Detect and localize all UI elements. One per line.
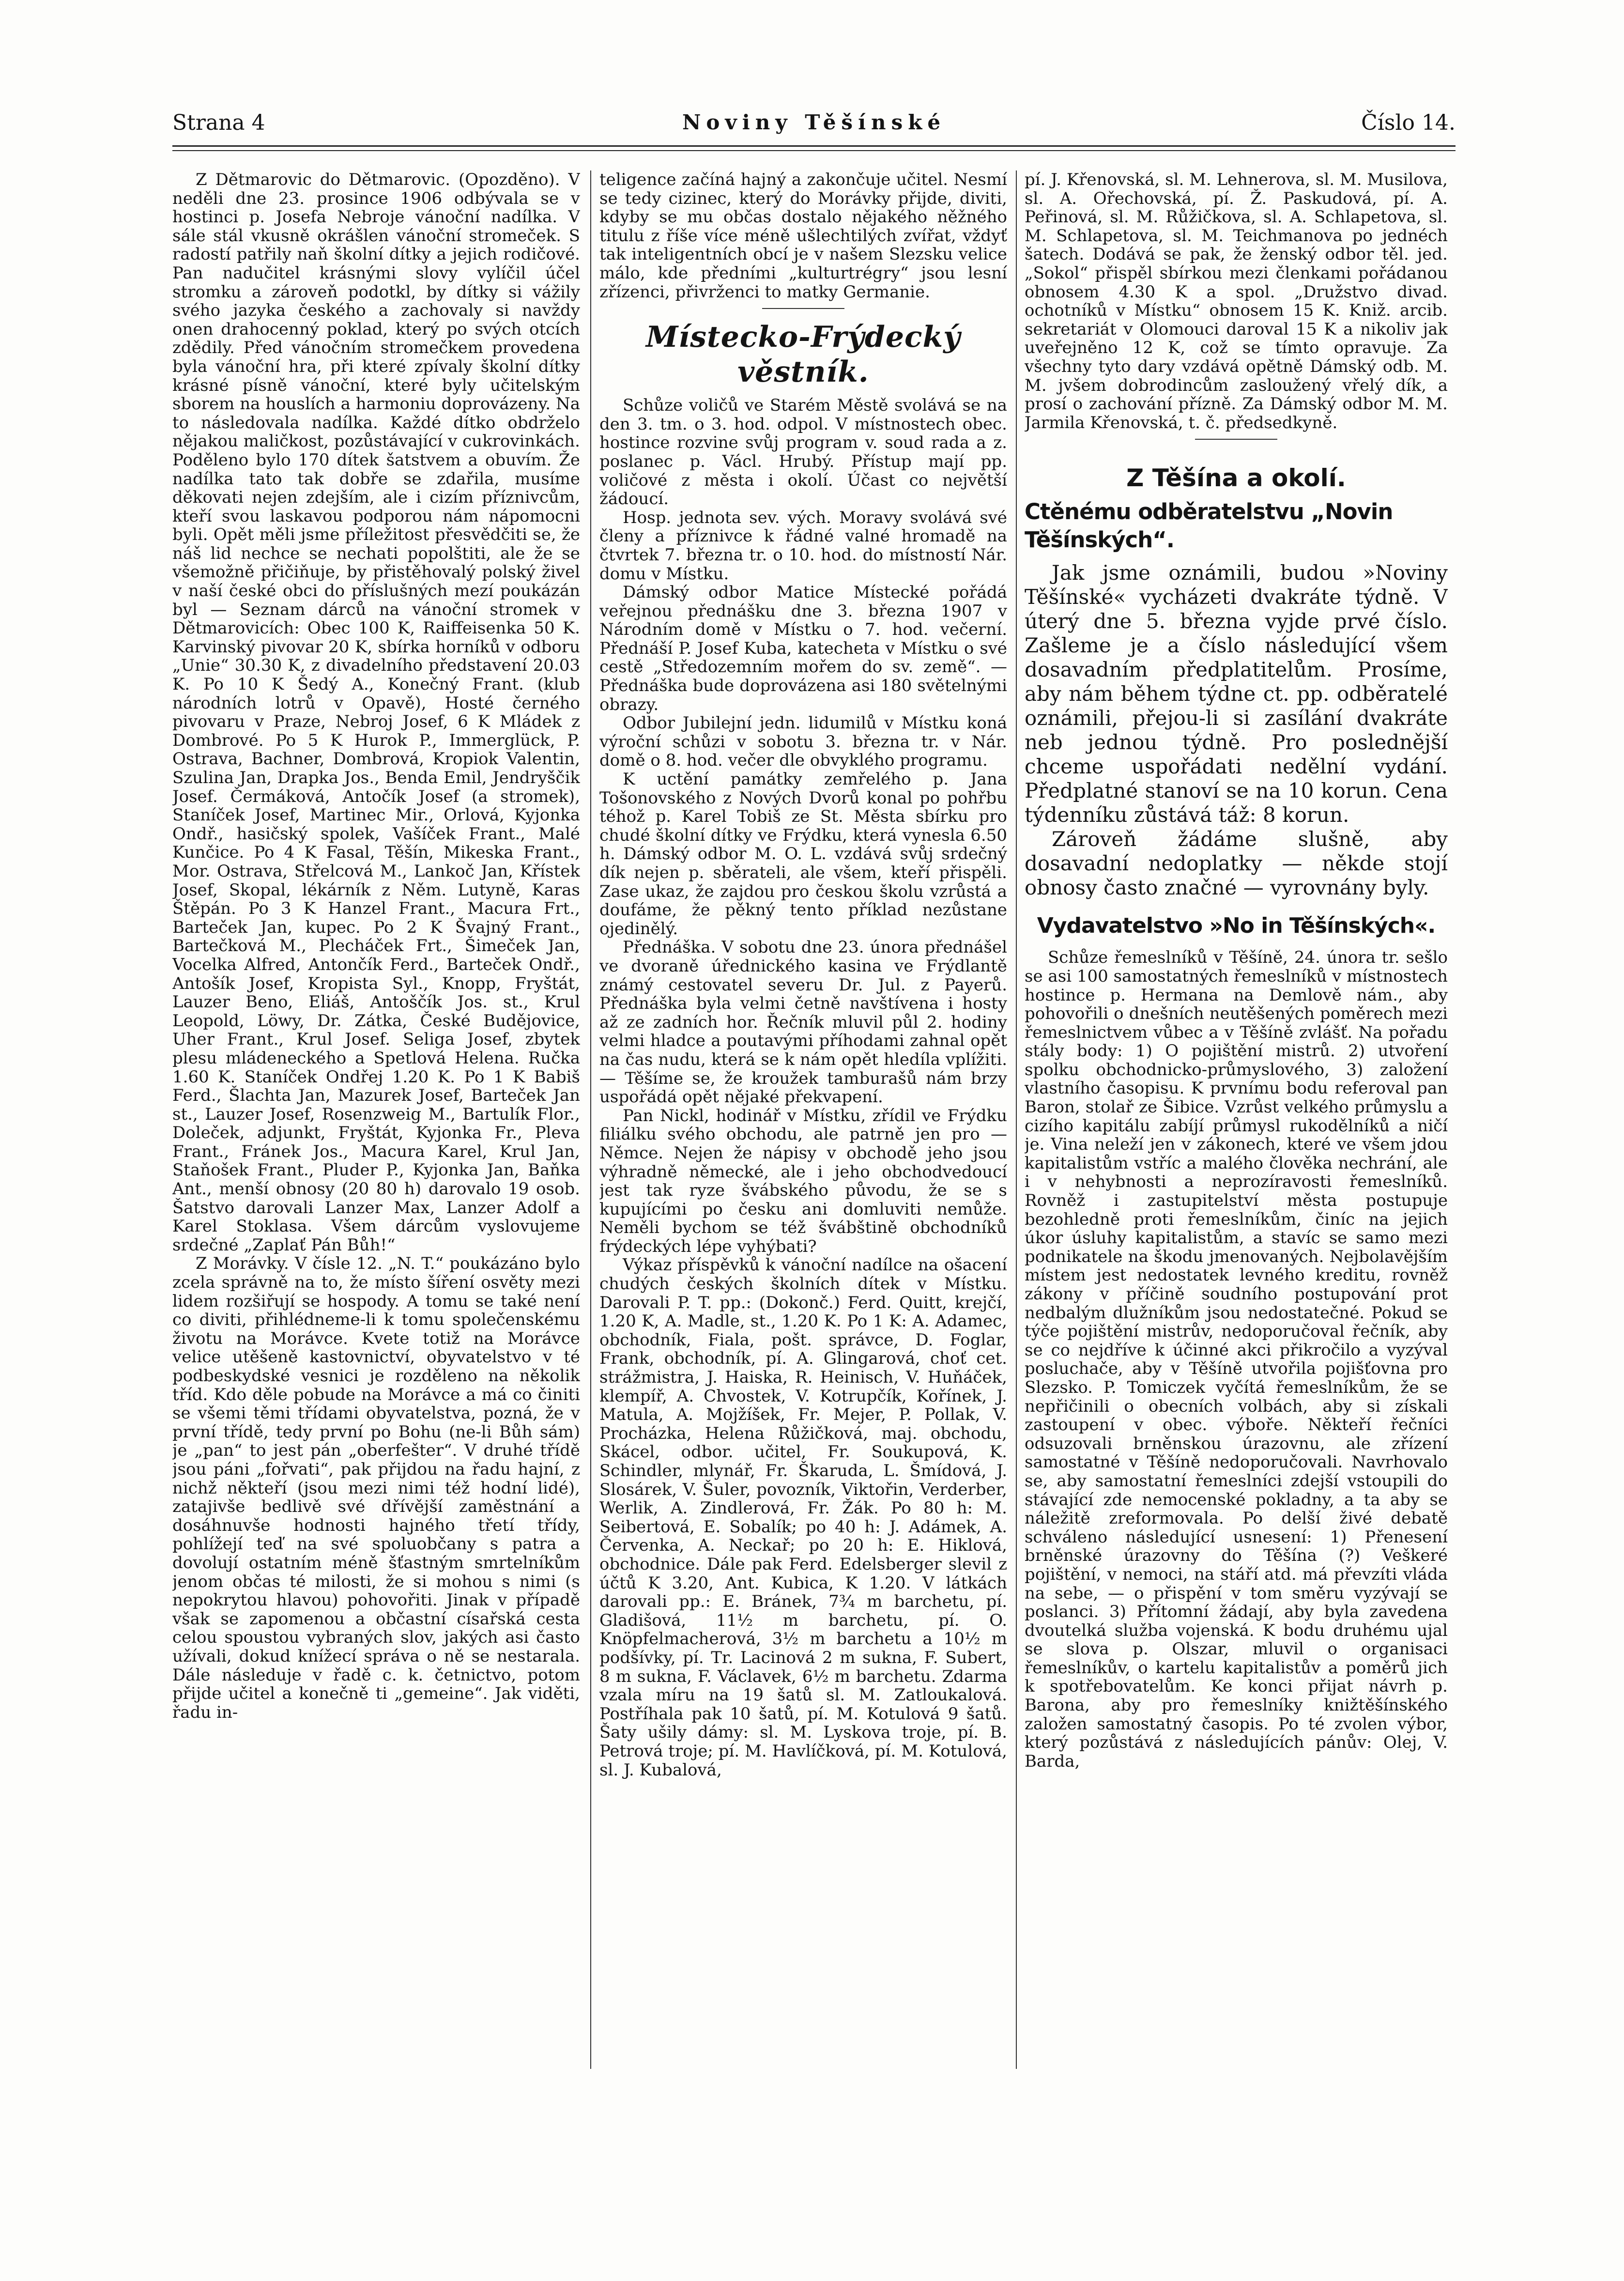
donations-continued: pí. J. Křenovská, sl. M. Lehnerova, sl. M. Musilova, sl. A. Ořechovská, pí. Ž. Paskudová, pí. A. Peřinová, sl. M. Růžičkova, sl. A. Schlapetova, sl. M. Schlapetova, sl. M. Teichmanova po jednéch šatech. Dodává se pak, že ženský odbor těl. jed. „Sokol“ přispěl sbírkou mezi členkami pořádanou obnosem 4.30 K a spol. „Družstvo divad. ochotníků v Místku“ obnosem 15 K. Kniž. arcib. sekretariát v Olomouci daroval 15 K a nikoliv jak uveřejněno 12 K, což se tímto opravuje. Za všechny tyto dary vzdává opětně Dámský odb. M. M. jvšem dobrodincům zasloužený vřelý dík, a prosí o zachování přízně. Za Dámský odbor M. M. Jarmila Křenovská, t. č. předsedkyně. (1025, 170, 1448, 432)
column-1 (172, 170, 580, 2137)
column-3 (1025, 170, 1448, 2137)
article-detmarovice: Z Dětmarovic do Dětmarovic. (Opozděno). V neděli dne 23. prosince 1906 odbývala se v hostinci p. Josefa Nebroje vánoční nadílka. V sále stál vkusně okrášlen vánoční stromeček. S radostí patřily naň školní dítky a jejich rodičové. Pan nadučitel krásnými slovy vylíčil účel stromku a zároveň podotkl, by dítky si vážily svého jazyka českého a zachovaly si navždy onen drahocenný poklad, který po svých otcích zdědily. Před vánočním stromečkem provedena byla vánoční hra, při které zpívaly školní dítky krásné písně vánoční, které byly učitelským sborem na houslích a harmoniu doprovázeny. Na to následovala nadílka. Každé dítko obdrželo nějakou maličkost, pozůstávající v cukrovinkách. Poděleno bylo 170 dítek šatstvem a obuvím. Že nadílka tato tak dobře se zdařila, musíme děkovati nejen zdejším, ale i cizím příznivcům, kteří svou laskavou podporou nám nápomocni byli. Opět měli jsme příležitost přesvědčiti se, že náš lid nechce se nechati popolštiti, ale že se všemožně přičiňuje, by přistěhovalý polský živel v naší české obci do příslušných mezí poukázán byl — Seznam dárců na vánoční stromek v Dětmarovicích: Obec 100 K, Raiffeisenka 50 K. Karvinský pivovar 20 K, sbírka horníků v odboru „Unie“ 30.30 K, z divadelního představení 20.03 K. Po 10 K Šedý A., Konečný Frant. (klub národních lotrů v Opavě), Hosté černého pivovaru v Praze, Nebroj Josef, 6 K Mládek z Dombrové. Po 5 K Hurok P., Immerglück, P. Ostrava, Bachner, Dombrová, Kropiok Valentin, Szulina Jan, Drapka Jos., Benda Emil, Jendryščik Josef. Čermáková, Antočík Josef (a stromek), Staníček Josef, Martinec Mir., Orlová, Kyjonka Ondř., hasičský spolek, Vašíček Frant., Malé Kunčice. Po 4 K Fasal, Těšín, Mikeska Frant., Mor. Ostrava, Střelcová M., Lankoč Jan, Křístek Josef, Skopal, lékárník z Něm. Lutyně, Karas Štěpán. Po 3 K Hanzel Frant., Macura Frt., Barteček Jan, kupec. Po 2 K Švajný Frant., Bartečková M., Plecháček Frt., Šimeček Jan, Vocelka Alfred, Antončík Ferd., Barteček Ondř., Antošík Josef, Kropista Syl., Knopp, Fryštát, Lauzer Beno, Eliáš, Antoščík Jos. st., Krul Leopold, Löwy, Dr. Zátka, České Budějovice, Uher Frant., Krul Josef. Seliga Josef, zbytek plesu mládeneckého a Spetlová Helena. Ručka 1.60 K. Staníček Ondřej 1.20 K. Po 1 K Babiš Ferd., Šlachta Jan, Mazurek Josef, Barteček Jan st., Lauzer Josef, Rosenzweig M., Bartulík Flor., Doleček, adjunkt, Fryštát, Kyjonka Fr., Pleva Frant., Fránek Jos., Macura Karel, Krul Jan, Staňošek Frant., Pluder P., Kyjonka Jan, Baňka Ant., menší obnosy (20 80 h) darovalo 19 osob. Šatstvo darovali Lanzer Max, Lanzer Adolf a Karel Stoklasa. Všem dárcům vyslovujeme srdečné „Zaplať Pán Bůh!“ (172, 170, 580, 1255)
article-craftsmen-meeting: Schůze řemeslníků v Těšíně, 24. února tr. sešlo se asi 100 samostatných řemeslníků v místnostech hostince p. Hermana na Demlově nám., aby pohovořili o dnešních neutěšených poměrech mezi řemeslnictvem vůbec a v Těšíně zvlášť. Na pořadu stály body: 1) O pojištění mistrů. 2) utvoření spolku obchodnicko-průmyslového, 3) založení vlastního časopisu. K prvnímu bodu referoval pan Baron, stolař ze Šibice. Vzrůst velkého průmyslu a cizího kapitálu zabíjí průmysl rukodělníků a ničí je. Vina neleží jen v zákonech, které ve všem jdou kapitalistům vstříc a malého člověka nechrání, ale i v nehybnosti a neprozíravosti řemeslníků. Rovněž i zastupitelství města postupuje bezohledně proti řemeslníkům, činíc na jejich úkor úsluhy kapitalistům, a stavíc se samo mezi podnikatele na škodu jmenovaných. Nejbolavějším místem jest nedostatek levného kreditu, rovněž zákony v příčině soudního postupování prot nedbalým dlužníkům jsou nedostatečné. Pokud se týče pojištění mistrův, nedoporučoval řečník, aby se co nejdříve k účinné akci přikročilo a vyzýval posluchače, aby v Těšíně utvořila pojišťovna pro Slezsko. P. Tomiczek vyčítá řemeslníkům, že se nepřičinili o obecních volbách, aby si získali zastoupení v obec. výboře. Někteří řečníci odsuzovali brněnskou úrazovnu, ale zřízení samostatné v Těšíně nedoporučovali. Navrhovalo se, aby samostatní řemeslníci zdejší vstoupili do stávající zde nemocenské pokladny, a ta aby se náležitě zreformovala. Po delší živé debatě schváleno následující usnesení: 1) Přenesení brněnské úrazovny do Těšína (?) Veškeré pojištění, v nemoci, na stáří atd. má převzíti vláda na sebe, — o přispění v tom směru vyzývají se poslanci. 3) Přítomní žádají, aby byla zavedena dvoutelká služba vojenská. K bodu druhému ujal se slova p. Olszar, mluvil o organisaci řemeslníkův, o kartelu kapitalistův a poměrů jich k spotřebovatelům. Ke konci přijat návrh p. Barona, aby pro řemeslníky knižtěšínského založen samostatný časopis. Po té zvolen výbor, který pozůstává z následujících pánův: Olej, V. Barda, (1025, 948, 1448, 1771)
notice-heading-subscribers: Ctěnému odběratelstvu „Novin Těšínských“. (1025, 499, 1393, 553)
news-item-memorial: K uctění památky zemřelého p. Jana Tošonovského z Nových Dvorů konal po pohřbu téhož p. Karel Tobiš ze St. Města sbírku pro chudé školní dítky ve Frýdku, která vynesla 6.50 h. Dámský odbor M. O. L. vzdává svůj srdečný dík nejen p. sběrateli, ale všem, kteří přispěli. Zase ukaz, že zajdou pro českou školu vzrůstá a doufáme, že pěkný tento příklad nezůstane ojedinělý. (599, 770, 1007, 939)
masthead (172, 110, 1455, 140)
subscriber-notice (1025, 561, 1448, 900)
separator-line (762, 308, 844, 309)
notice-paragraph-1: Jak jsme oznámili, budou »Noviny Těšínské« vycházeti dvakráte týdně. V úterý dne 5. března vyjde prvé číslo. Zašleme je a číslo následující všem dosavadním předplatitelům. Prosíme, aby nám během týdne ct. pp. odběratelé oznámili, přejou-li si zasílání dvakráte neb jednou týdně. Pro poslednější chceme uspořádati nedělní vydání. Předplatné stanoví se na 10 korun. Cena týdenníku zůstává táž: 8 korun. (1025, 561, 1448, 827)
news-item-jubilee-union: Odbor Jubilejní jedn. lidumilů v Místku koná výroční schůzi v sobotu 3. března tr. v Nár. domě o 8. hod. večer dle obvyklého programu. (599, 713, 1007, 771)
section-heading-mistecko: Místecko-Frýdecký věstník. (645, 320, 961, 389)
news-item-ladies-lecture: Dámský odbor Matice Místecké pořádá veřejnou přednášku dne 3. března 1907 v Národním domě v Místku o 7. hod. večerní. Přednáší P. Josef Kuba, katecheta v Místku o své cestě „Středozemním mořem do sv. země“. — Přednáška bude doprovázena asi 180 světelnými obrazy. (599, 583, 1007, 714)
column-divider-1 (590, 170, 591, 2069)
notice-paragraph-2: Zároveň žádáme slušně, aby dosavadní nedoplatky — někde stojí obnosy často značné — vyrovnány byly. (1025, 827, 1448, 900)
masthead-rule-top (172, 145, 1455, 147)
section-heading-tesin: Z Těšína a okolí. (1126, 464, 1346, 493)
column-divider-2 (1016, 170, 1017, 2069)
publisher-signature: Vydavatelstvo »No in Těšínských«. (1037, 913, 1436, 939)
newspaper-title: Noviny Těšínské (682, 110, 946, 134)
news-item-economic-union: Hosp. jednota sev. vých. Moravy svolává své členy a příznivce k řádné valné hromadě na čtvrtek 7. března tr. o 10. hod. do místností Nár. domu v Místku. (599, 508, 1007, 584)
news-item-lecture: Přednáška. V sobotu dne 23. února přednášel ve dvoraně úřednického kasina ve Frýdlantě známý cestovatel severu Dr. Jul. z Payerů. Přednáška byla velmi četně navštívena i hosty až ze zadních hor. Řečník mluvil půl 2. hodiny velmi hladce a poutavými příhodami zahnal opět na čas nudu, která se k nám opět hledíla vplížiti. — Těšíme se, že kroužek tamburašů nám brzy uspořádá opět nějaké překvapení. (599, 938, 1007, 1107)
masthead-rule-bottom (172, 150, 1455, 151)
news-item-voters-meeting: Schůze voličů ve Starém Městě svolává se na den 3. tm. o 3. hod. odpol. V místnostech obec. hostince rozvine svůj program v. soud rada a z. poslanec p. Václ. Hrubý. Přístup mají pp. voličové z města i okolí. Účast co největší žádoucí. (599, 396, 1007, 509)
article-moravka: Z Morávky. V čísle 12. „N. T.“ poukázáno bylo zcela správně na to, že místo šíření osvěty mezi lidem rozšiřují se hospody. A tomu se také není co diviti, přihlédneme-li k tomu společenskému životu na Morávce. Kvete totiž na Morávce velice utěšeně kastovnictví, obyvatelstvo v té podbeskydské vesnici je rozděleno na několik tříd. Kdo děle pobude na Morávce a má co činiti se všemi těmi třídami obyvatelstva, pozná, že v první třídě, tedy první po Bohu (ne-li Bůh sám) je „pan“ to jest pán „oberfešter“. V druhé třídě jsou páni „fořvati“, pak přijdou na řadu hajní, z nichž někteří (jsou mezi nimi též hodní lidé), zatajivše bedlivě své dřívější zaměstnání a dosáhnuvše hodnosti hajného třetí třídy, pohlížejí teď na své spoluobčany s patra a dovolují ostatním méně šťastným smrtelníkům jenom občas té milosti, že si mohou s nimi (s nepokrytou hlavou) pohovořiti. Jinak v případě však se zapomenou a občastní císařská cesta celou spoustou vybraných slov, jakých asi často užívali, dokud knížecí správa o ně se nestarala. Dále následuje v řadě c. k. četnictvo, potom přijde učitel a konečně ti „gemeine“. Jak viděti, řadu in- (172, 1254, 580, 1722)
page-number: Strana 4 (172, 110, 265, 135)
article-moravka-continued: teligence začíná hajný a zakončuje učitel. Nesmí se tedy cizinec, který do Morávky přijde, diviti, kdyby se mu občas dostalo nějakého něžného titulu z říše více méně ušlechtilých zvířat, vždyť tak inteligentních obcí je v našem Slezsku velice málo, kde předními „kulturtrégry“ jsou lesní zřízenci, přivrženci to matky Germanie. (599, 170, 1007, 302)
separator-line (1195, 439, 1277, 440)
news-item-donations: Výkaz příspěvků k vánoční nadílce na ošacení chudých českých školních dítek v Místku. Darovali P. T. pp.: (Dokonč.) Ferd. Quitt, krejčí, 1.20 K, A. Madle, st., 1.20 K. Po 1 K: A. Adamec, obchodník, Fiala, pošt. správce, D. Foglar, Frank, obchodník, pí. A. Glingarová, choť cet. strážmistra, J. Haiska, R. Heinisch, V. Huňáček, klempíř, A. Chvostek, V. Kotrupčík, Kořínek, J. Matula, A. Mojžíšek, Fr. Mejer, P. Pollak, V. Procházka, Helena Růžičková, maj. obchodu, Skácel, odbor. učitel, Fr. Soukupová, K. Schindler, mlynář, Fr. Škaruda, L. Šmídová, J. Slosárek, V. Šuler, povozník, Viktořin, Verderber, Werlik, A. Zindlerová, Fr. Žák. Po 80 h: M. Seibertová, E. Sobalík; po 40 h: J. Adámek, A. Červenka, A. Neckař; po 20 h: E. Hiklová, obchodnice. Dále pak Ferd. Edelsberger slevil z účtů K 3.20, Ant. Kubica, K 1.20. V látkách darovali pp.: E. Bránek, 7¾ m barchetu, pí. Gladišová, 11½ m barchetu, pí. O. Knöpfelmacherová, 3½ m barchetu a 10½ m podšívky, pí. Tr. Lacinová 2 m sukna, F. Subert, 8 m sukna, F. Václavek, 6½ m barchetu. Zdarma vzala míru na 19 šatů sl. M. Zatloukalová. Postříhala pak 10 šatů, pí. M. Kotulová 9 šatů. Šaty ušily dámy: sl. M. Lyskova troje, pí. B. Petrová troje; pí. M. Havlíčková, pí. M. Kotulová, sl. J. Kubalová, (599, 1255, 1007, 1780)
column-2 (599, 170, 1007, 2137)
news-item-watchmaker: Pan Nickl, hodinář v Místku, zřídil ve Frýdku filiálku svého obchodu, ale patrně jen pro — Němce. Nejen že nápisy v obchodě jeho jsou výhradně německé, ale i jeho obchodvedoucí jest tak ryze švábského původu, že se s kupujícími po česku ani domluviti nemůže. Neměli bychom se též švábštině obchodníků frýdeckých lépe vyhýbati? (599, 1106, 1007, 1256)
issue-number: Číslo 14. (1361, 110, 1455, 135)
